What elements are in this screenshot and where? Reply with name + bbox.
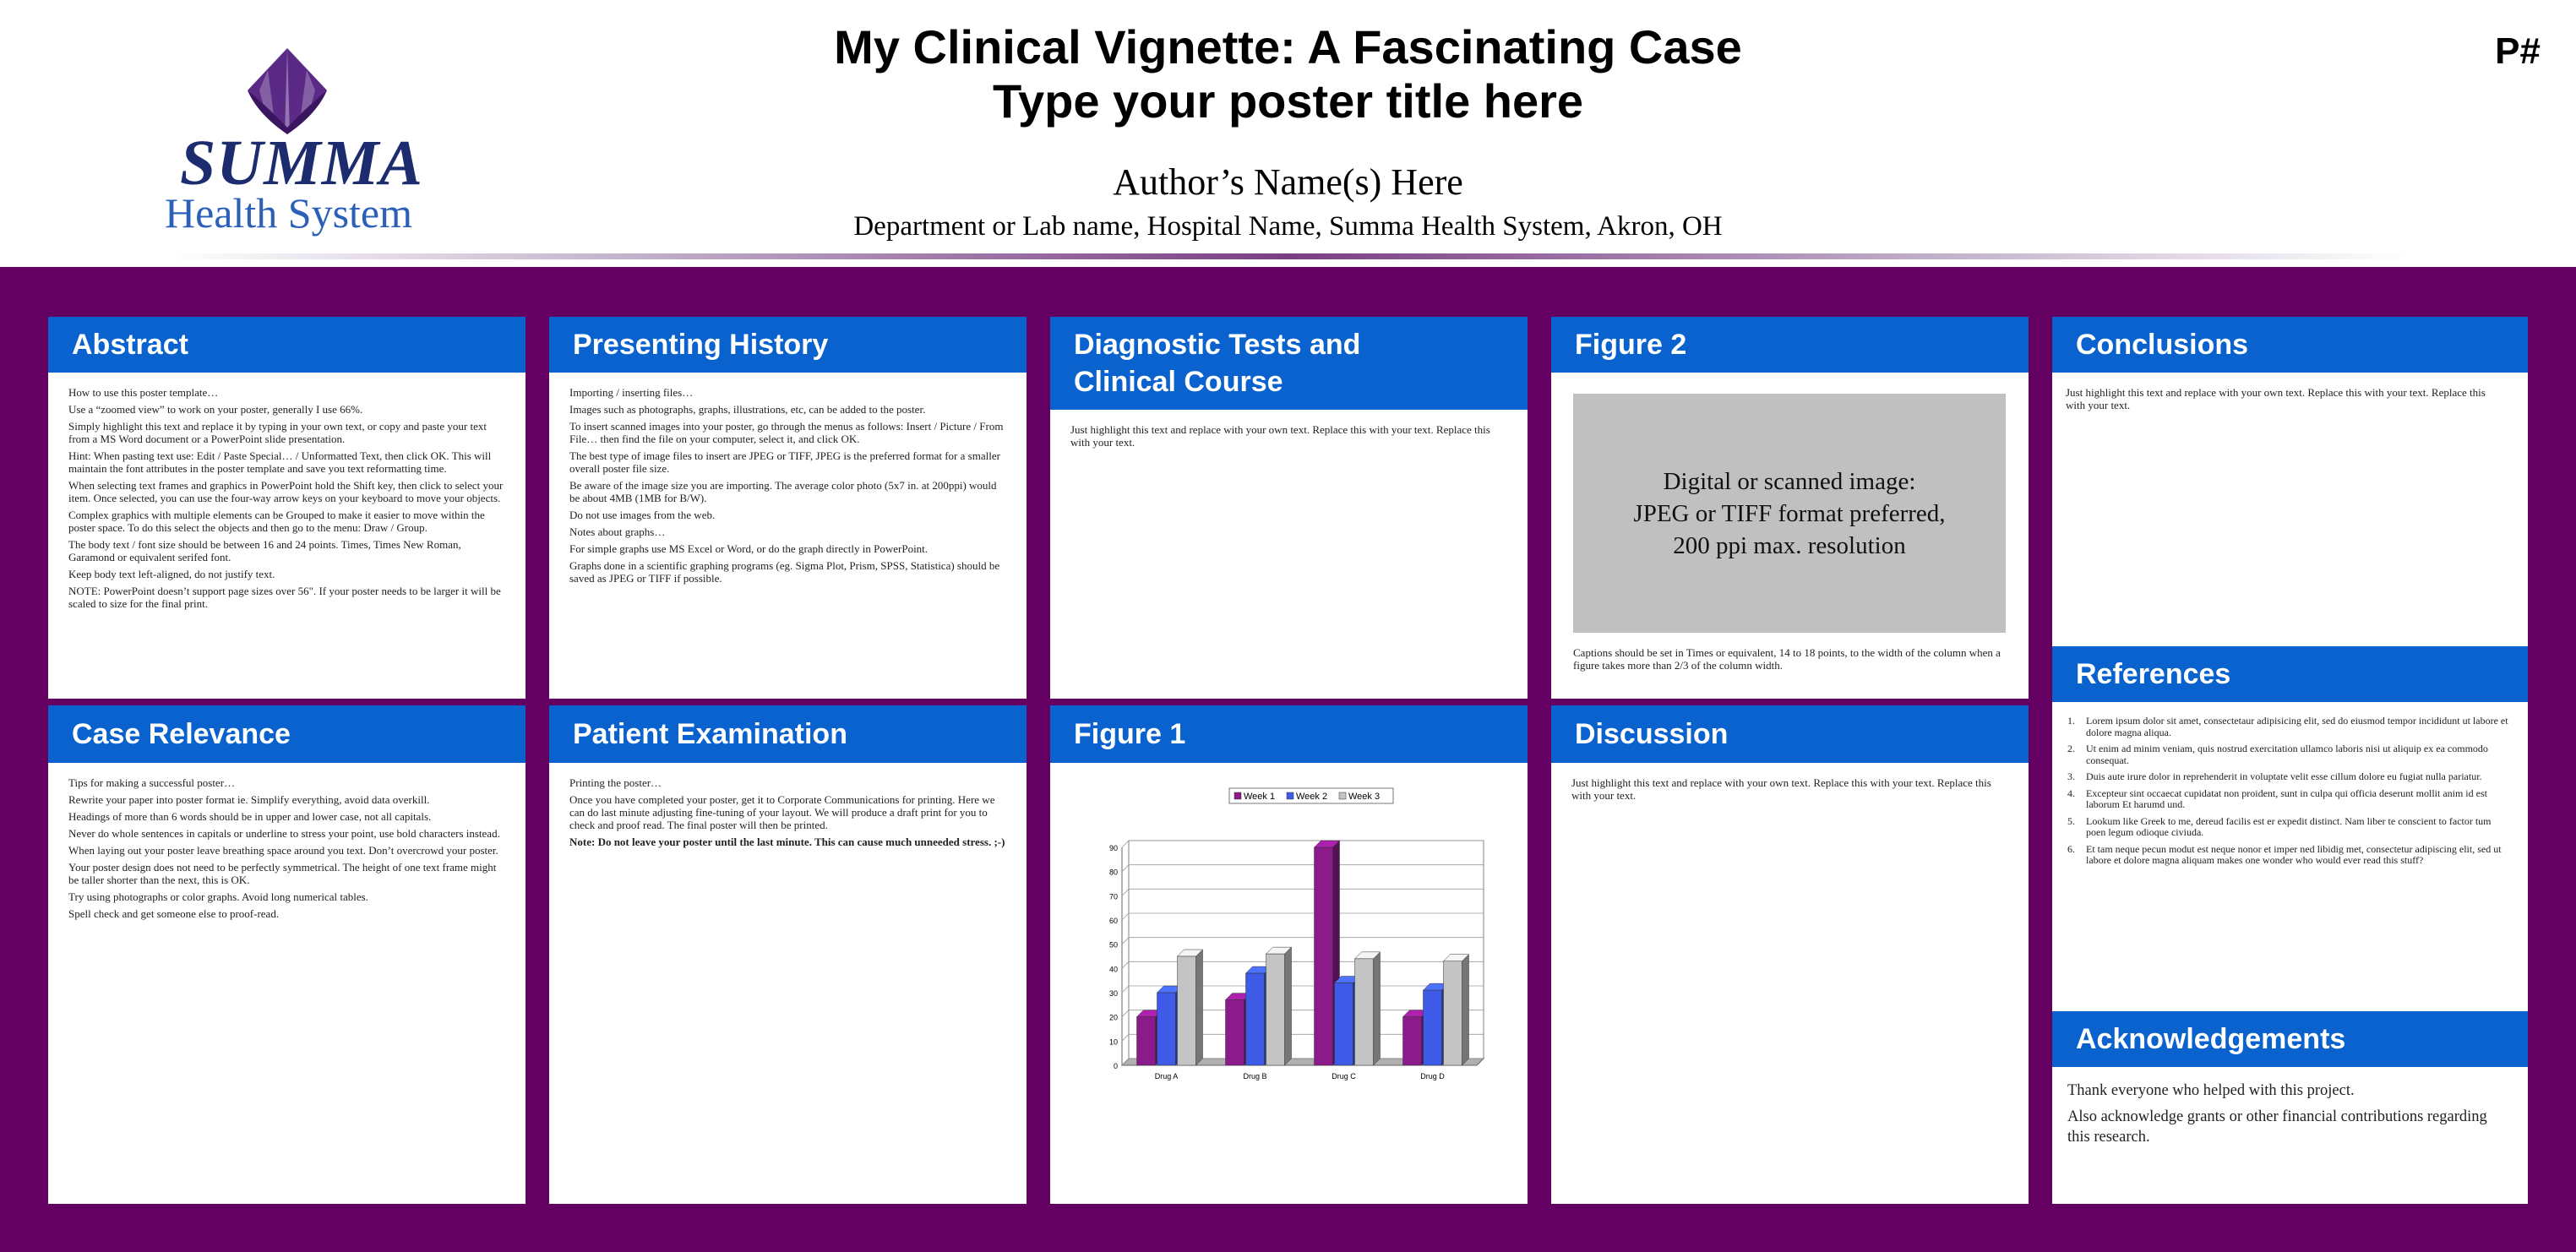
abstract-paragraph: NOTE: PowerPoint doesn’t support page sizes over 56". If your poster needs to be larger it will be scaled to size for the final print.	[68, 585, 501, 610]
chart-y-tick-label: 80	[1108, 868, 1118, 877]
case-relevance-paragraph: Tips for making a successful poster…	[68, 776, 236, 789]
image-placeholder-line: JPEG or TIFF format preferred,	[1633, 499, 1946, 527]
presenting-history-body	[549, 373, 1027, 602]
chart-bar	[1335, 983, 1353, 1065]
chart-bar-side	[1285, 947, 1292, 1065]
poster-header	[0, 0, 2576, 267]
case-relevance-paragraph: Headings of more than 6 words should be in upper and lower case, not all capitals.	[68, 810, 432, 823]
conclusions-heading: Conclusions	[2052, 317, 2528, 373]
abstract-body	[48, 373, 526, 628]
acknowledgements-heading: Acknowledgements	[2052, 1011, 2528, 1067]
header-divider	[169, 253, 2408, 259]
case-relevance-paragraph: Rewrite your paper into poster format ie. Simplify everything, avoid data overkill.	[68, 793, 430, 806]
chart-y-tick-label: 90	[1108, 844, 1118, 852]
abstract-paragraph: When selecting text frames and graphics in PowerPoint hold the Shift key, then click to select your item. Once selected, you can use the four-way arrow keys on your keyboard to move your objects.	[68, 479, 504, 504]
references-heading: References	[2052, 646, 2528, 702]
chart-x-tick-label: Drug A	[1154, 1072, 1179, 1081]
discussion-body	[1551, 763, 2029, 819]
presenting-history-paragraph: Images such as photographs, graphs, illustrations, etc, can be added to the poster.	[569, 403, 926, 416]
presenting-history-paragraph: For simple graphs use MS Excel or Word, or do the graph directly in PowerPoint.	[569, 542, 929, 555]
abstract-panel	[48, 317, 526, 699]
chart-y-tick-label: 20	[1108, 1013, 1118, 1022]
chart-y-tick-label: 50	[1108, 940, 1118, 950]
chart-y-tick-label: 0	[1113, 1062, 1118, 1070]
patient-examination-body	[549, 763, 1027, 866]
abstract-paragraph: How to use this poster template…	[68, 386, 219, 399]
chart-bar	[1444, 961, 1462, 1065]
reference-text: Excepteur sint occaecat cupidatat non proident, sunt in culpa qui officia deserunt mollit anim id est laborum Et harumd und.	[2086, 787, 2487, 810]
case-relevance-paragraph: Your poster design does not need to be perfectly symmetrical. The height of one text frame might be taller shorter than the next, this is OK.	[68, 861, 497, 886]
chart-bar	[1157, 993, 1176, 1065]
chart-bar	[1226, 1000, 1244, 1065]
diagnostic-body	[1050, 410, 1528, 466]
poster-title-line1: My Clinical Vignette: A Fascinating Case	[834, 20, 1742, 73]
case-relevance-paragraph: Never do whole sentences in capitals or underline to stress your point, use bold characters instead.	[68, 827, 500, 840]
chart-bar	[1178, 956, 1196, 1065]
chart-y-tick-label: 40	[1108, 965, 1118, 974]
patient-examination-panel	[549, 705, 1027, 1204]
chart-legend-swatch	[1339, 792, 1346, 799]
reference-item: 4. Excepteur sint occaecat cupidatat non proident, sunt in culpa qui officia deserunt mollit anim id est laborum Et harumd und.	[2067, 788, 2511, 811]
reference-text: Duis aute irure dolor in reprehenderit in voluptate velit esse cillum dolore eu fugiat nulla pariatur.	[2086, 770, 2482, 782]
diagnostic-paragraph: Just highlight this text and replace with your own text. Replace this with your text. Replace this with your text.	[1070, 423, 1490, 449]
patient-examination-heading: Patient Examination	[549, 705, 1027, 763]
diagnostic-panel	[1050, 317, 1528, 699]
poster-title-line2: Type your poster title here	[992, 74, 1584, 128]
presenting-history-panel	[549, 317, 1027, 699]
chart-legend-label: Week 3	[1348, 792, 1381, 802]
references-panel	[2052, 646, 2528, 1011]
conclusions-panel	[2052, 317, 2528, 646]
abstract-paragraph: Use a “zoomed view” to work on your poster, generally I use 66%.	[68, 403, 363, 416]
case-relevance-paragraph: Spell check and get someone else to proof-read.	[68, 907, 280, 920]
chart-legend-label: Week 2	[1296, 792, 1328, 802]
chart-bar	[1403, 1017, 1422, 1065]
department: Department or Lab name, Hospital Name, Summa Health System, Akron, OH	[853, 211, 1723, 242]
logo-wordmark: SUMMA	[180, 128, 423, 199]
conclusions-body	[2052, 373, 2528, 429]
reference-text: Lorem ipsum dolor sit amet, consectetaur adipisicing elit, sed do eiusmod tempor incididunt ut labore et dolore magna aliqua.	[2086, 715, 2508, 738]
image-placeholder-text	[1633, 465, 1945, 562]
presenting-history-paragraph: Graphs done in a scientific graphing programs (eg. Sigma Plot, Prism, SPSS, Statistica) should be saved as JPEG or TIFF if possible.	[569, 559, 1000, 585]
reference-text: Et tam neque pecun modut est neque nonor et imper ned libidig met, consectetur adipiscing elit, sed ut labore et dolore magna aliquam makes one wonder who would ever read this stuff?	[2086, 842, 2502, 866]
abstract-paragraph: The body text / font size should be between 16 and 24 points. Times, Times New Roman, Garamond or equivalent serifed font.	[68, 538, 461, 563]
presenting-history-heading: Presenting History	[549, 317, 1027, 373]
diagnostic-heading-line1: Diagnostic Tests and	[1074, 329, 1361, 361]
image-placeholder-line: 200 ppi max. resolution	[1673, 531, 1906, 559]
poster-number: P#	[2495, 30, 2541, 72]
abstract-paragraph: Hint: When pasting text use: Edit / Paste Special… / Unformatted Text, then click OK. This will maintain the font attributes in the poster template and save you text reformatting time.	[68, 449, 492, 475]
abstract-paragraph: Complex graphics with multiple elements can be Grouped to make it easier to move within the poster space. To do this select the objects and then go to the menu: Draw / Group.	[68, 509, 485, 534]
chart-bar	[1355, 959, 1374, 1065]
presenting-history-paragraph: Be aware of the image size you are importing. The average color photo (5x7 in. at 200ppi) would be about 4MB (1MB for B/W).	[569, 479, 997, 504]
presenting-history-paragraph: Importing / inserting files…	[569, 386, 694, 399]
chart-bar	[1246, 973, 1265, 1065]
presenting-history-paragraph: The best type of image files to insert are JPEG or TIFF, JPEG is the preferred format for a smaller overall poster file size.	[569, 449, 1000, 475]
chart-x-tick-label: Drug D	[1420, 1072, 1445, 1081]
chart-bar	[1424, 990, 1442, 1065]
patient-examination-paragraph: Printing the poster…	[569, 776, 662, 789]
chart-legend-label: Week 1	[1244, 792, 1276, 802]
figure2-caption: Captions should be set in Times or equivalent, 14 to 18 points, to the width of the column when a figure takes more than 2/3 of the column width.	[1573, 646, 2001, 672]
image-placeholder-line: Digital or scanned image:	[1663, 467, 1916, 495]
patient-examination-paragraph: Once you have completed your poster, get it to Corporate Communications for printing. Here we can do last minute adjusting fine-tuning of your layout. We will produce a draft print for you to check and proof read. The final poster will then be printed.	[569, 793, 995, 831]
chart-legend-swatch	[1287, 792, 1293, 799]
chart-bar-side	[1196, 950, 1203, 1065]
chart-bar-side	[1374, 952, 1381, 1065]
diagnostic-heading-line2: Clinical Course	[1074, 366, 1283, 398]
figure1-bar-chart	[1050, 763, 1528, 1204]
acknowledgements-body	[2052, 1067, 2528, 1167]
case-relevance-panel	[48, 705, 526, 1204]
abstract-paragraph: Keep body text left-aligned, do not justify text.	[68, 568, 275, 580]
chart-y-tick-label: 30	[1108, 989, 1118, 998]
chart-x-tick-label: Drug C	[1332, 1072, 1356, 1081]
acknowledgements-paragraph: Also acknowledge grants or other financial contributions regarding this research.	[2067, 1108, 2487, 1146]
figure1-heading: Figure 1	[1050, 705, 1528, 763]
conclusions-paragraph: Just highlight this text and replace with your own text. Replace this with your text. Replace this with your text.	[2066, 386, 2486, 411]
acknowledgements-panel	[2052, 1011, 2528, 1204]
chart-bar	[1137, 1017, 1156, 1065]
presenting-history-paragraph: To insert scanned images into your poster, go through the menus as follows: Insert / Picture / From File… then find the file on your computer, select it, and click OK.	[569, 420, 1004, 445]
reference-item: 6. Et tam neque pecun modut est neque nonor et imper ned libidig met, consectetur adipiscing elit, sed ut labore et dolore magna aliquam makes one wonder who would ever read this stuff?	[2067, 844, 2511, 867]
presenting-history-paragraph: Notes about graphs…	[569, 525, 666, 538]
abstract-paragraph: Simply highlight this text and replace it by typing in your own text, or copy and paste your text from a MS Word document or a PowerPoint slide presentation.	[68, 420, 487, 445]
reference-item: 2. Ut enim ad minim veniam, quis nostrud exercitation ullamco laboris nisi ut aliquip ex ea commodo consequat.	[2067, 743, 2511, 766]
references-list	[2052, 702, 2528, 867]
case-relevance-body	[48, 763, 526, 938]
case-relevance-paragraph: When laying out your poster leave breathing space around you text. Don’t overcrowd your poster.	[68, 844, 498, 857]
diagnostic-heading	[1050, 317, 1528, 410]
discussion-panel	[1551, 705, 2029, 1204]
chart-bar	[1315, 847, 1333, 1065]
discussion-heading: Discussion	[1551, 705, 2029, 763]
logo-tagline: Health System	[165, 189, 413, 237]
chart-y-tick-label: 60	[1108, 917, 1118, 925]
acknowledgements-paragraph: Thank everyone who helped with this project.	[2067, 1082, 2355, 1099]
reference-text: Ut enim ad minim veniam, quis nostrud exercitation ullamco laboris nisi ut aliquip ex ea commodo consequat.	[2086, 743, 2488, 766]
chart-y-tick-label: 10	[1108, 1037, 1118, 1047]
reference-item: 1. Lorem ipsum dolor sit amet, consectetaur adipisicing elit, sed do eiusmod tempor incididunt ut labore et dolore magna aliqua.	[2067, 716, 2511, 738]
abstract-heading: Abstract	[48, 317, 526, 373]
figure1-panel	[1050, 705, 1528, 1204]
discussion-paragraph: Just highlight this text and replace with your own text. Replace this with your text. Replace this with your text.	[1571, 776, 1991, 802]
case-relevance-paragraph: Try using photographs or color graphs. Avoid long numerical tables.	[68, 890, 368, 903]
chart-bar-side	[1462, 955, 1469, 1065]
reference-text: Lookum like Greek to me, dereud facilis est er expedit distinct. Nam liber te conscient to factor tum poen legum odioque civiuda.	[2086, 814, 2492, 838]
patient-examination-note: Note: Do not leave your poster until the last minute. This can cause much unneeded stress. ;-)	[569, 836, 1005, 848]
authors: Author’s Name(s) Here	[1113, 161, 1463, 203]
reference-item: 3. Duis aute irure dolor in reprehenderit in voluptate velit esse cillum dolore eu fugiat nulla pariatur.	[2067, 770, 2482, 782]
chart-y-tick-label: 70	[1108, 892, 1118, 901]
presenting-history-paragraph: Do not use images from the web.	[569, 509, 716, 521]
chart-x-tick-label: Drug B	[1243, 1072, 1267, 1081]
chart-legend-swatch	[1234, 792, 1241, 799]
case-relevance-heading: Case Relevance	[48, 705, 526, 763]
figure2-heading: Figure 2	[1551, 317, 2029, 373]
reference-item: 5. Lookum like Greek to me, dereud facilis est er expedit distinct. Nam liber te conscient to factor tum poen legum odioque civiuda.	[2067, 816, 2511, 839]
image-placeholder	[1573, 394, 2006, 633]
chart-bar	[1266, 954, 1285, 1065]
